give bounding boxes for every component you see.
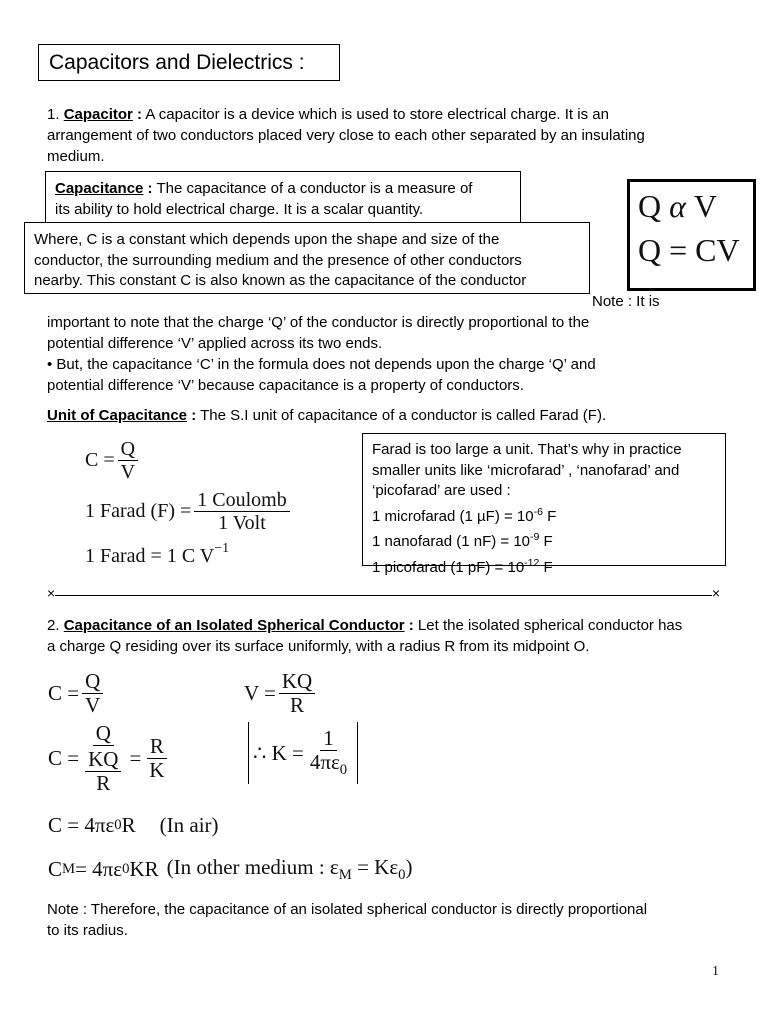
sphere-f2-den: R bbox=[290, 693, 305, 718]
section2-colon: : bbox=[404, 617, 414, 634]
sphere-f6-note-tail: = Kε bbox=[351, 855, 399, 879]
where-text bbox=[34, 230, 526, 292]
note2-line1: Note : Therefore, the capacitance of an isolated spherical conductor is directly proportional bbox=[47, 901, 648, 918]
formula-farad-den: 1 Volt bbox=[218, 512, 266, 534]
formula-farad-cv bbox=[85, 540, 230, 568]
farad-info-line3: ‘picofarad’ are used : bbox=[372, 482, 511, 499]
formula-c-frac bbox=[118, 438, 138, 483]
formula-farad-definition bbox=[85, 489, 293, 534]
unit-colon: : bbox=[187, 407, 197, 424]
section1-heading: Capacitor bbox=[63, 106, 133, 123]
sphere-f5-note: (In air) bbox=[159, 813, 219, 837]
where-line3: nearby. This constant C is also known as the capacitance of the conductor bbox=[34, 272, 527, 289]
sphere-f3-frac bbox=[82, 722, 124, 795]
sphere-f3-lhs: C = bbox=[48, 746, 80, 771]
section1-text: A capacitor is a device which is used to store electrical charge. It is an bbox=[142, 106, 609, 123]
farad-nano bbox=[372, 533, 553, 550]
section1-line3: medium. bbox=[47, 148, 105, 165]
section1-line2: arrangement of two conductors placed very close to each other separated by an insulating bbox=[47, 127, 645, 144]
note2-line2: to its radius. bbox=[47, 922, 128, 939]
farad-info-text bbox=[372, 440, 682, 578]
sphere-f5-sub: 0 bbox=[114, 817, 122, 833]
capacitance-heading: Capacitance bbox=[55, 180, 144, 197]
formula-sphere-c-r-k bbox=[48, 722, 170, 795]
formula-sphere-c-q-v bbox=[48, 670, 106, 717]
page-title: Capacitors and Dielectrics : bbox=[49, 51, 305, 74]
sphere-f2-frac bbox=[279, 670, 315, 717]
sphere-f1-num: Q bbox=[82, 670, 103, 694]
section2-heading: Capacitance of an Isolated Spherical Conductor bbox=[63, 617, 405, 634]
note1-line1: important to note that the charge ‘Q’ of the conductor is directly proportional to the bbox=[47, 314, 590, 331]
formula-farad-frac bbox=[194, 489, 289, 534]
formula-alpha: α bbox=[669, 188, 686, 224]
formula-q: Q bbox=[638, 188, 662, 224]
sphere-f2-lhs: V = bbox=[244, 681, 276, 706]
farad-pico-exp: -12 bbox=[524, 556, 540, 569]
formula-sphere-c-medium bbox=[48, 855, 412, 884]
sphere-f6-close: ) bbox=[405, 855, 413, 879]
sphere-f3-num: Q bbox=[93, 722, 114, 746]
sphere-f4-den bbox=[307, 751, 350, 778]
note1-line3: • But, the capacitance ‘C’ in the formula does not depends upon the charge ‘Q’ and bbox=[47, 356, 596, 373]
section2-num: 2. bbox=[47, 617, 60, 634]
page-number: 1 bbox=[712, 964, 719, 979]
formula-c-lhs: C = bbox=[85, 449, 115, 471]
sphere-f3-inner-frac bbox=[85, 748, 121, 795]
farad-pico-unit: F bbox=[539, 558, 553, 576]
where-line1: Where, C is a constant which depends upon the shape and size of the bbox=[34, 231, 500, 248]
unit-text: The S.I unit of capacitance of a conductor is called Farad (F). bbox=[196, 407, 607, 424]
capacitance-text bbox=[55, 178, 472, 220]
sphere-f1-den: V bbox=[85, 693, 101, 718]
sphere-f2-num: KQ bbox=[279, 670, 315, 694]
formula-farad-lhs: 1 Farad (F) = bbox=[85, 500, 192, 522]
formula-c-den: V bbox=[120, 461, 136, 483]
sphere-f4-num: 1 bbox=[320, 727, 337, 751]
divider-right-mark: × bbox=[711, 585, 720, 601]
where-box bbox=[24, 222, 590, 294]
divider bbox=[47, 587, 720, 603]
sphere-f6-note bbox=[167, 855, 413, 884]
formula-sphere-v-kq-r bbox=[244, 670, 318, 717]
sphere-f6-kr: KR bbox=[129, 857, 159, 882]
capacitance-line1: The capacitance of a conductor is a measure of bbox=[152, 180, 473, 197]
sphere-f6-csub: M bbox=[62, 861, 76, 878]
farad-nano-text: 1 nanofarad (1 nF) = 10 bbox=[372, 533, 531, 550]
sphere-f4-frac bbox=[307, 727, 350, 778]
formula-farad-num: 1 Coulomb bbox=[194, 489, 289, 512]
farad-info-line1: Farad is too large a unit. That’s why in practice bbox=[372, 441, 682, 458]
formula-box bbox=[627, 179, 756, 291]
formula-c-equals-q-over-v bbox=[85, 438, 141, 483]
capacitance-colon: : bbox=[143, 180, 153, 197]
sphere-f4-den-sub: 0 bbox=[339, 762, 348, 779]
title-box bbox=[38, 44, 340, 81]
where-line2: conductor, the surrounding medium and the presence of other conductors bbox=[34, 251, 522, 269]
sphere-f4-den-text: 4πε bbox=[309, 750, 340, 775]
note1-tail: Note : It is bbox=[592, 293, 660, 310]
divider-left-mark: × bbox=[47, 585, 56, 601]
formula-v: V bbox=[693, 188, 718, 224]
farad-micro-exp: -6 bbox=[533, 505, 543, 518]
sphere-f5-r: R bbox=[121, 813, 136, 837]
sphere-f3-eq: = bbox=[129, 746, 142, 771]
sphere-f4-lhs: ∴ K = bbox=[253, 740, 304, 765]
unit-line bbox=[47, 406, 606, 426]
farad-pico-text: 1 picofarad (1 pF) = 10 bbox=[372, 558, 525, 576]
formula-sphere-k-bracket bbox=[248, 722, 358, 784]
section2-line1 bbox=[47, 616, 682, 636]
formula-sphere-c-air bbox=[48, 813, 219, 838]
section1-line1 bbox=[47, 105, 609, 125]
farad-nano-exp: -9 bbox=[530, 531, 540, 543]
sphere-f3-den2: K bbox=[149, 758, 165, 783]
sphere-f3-inner-num: KQ bbox=[85, 748, 121, 772]
formula-farad2-exp: −1 bbox=[214, 540, 230, 556]
sphere-f5-text: C = 4πε bbox=[48, 813, 115, 837]
unit-heading: Unit of Capacitance bbox=[47, 407, 188, 424]
formula-q-equals-cv: Q = CV bbox=[638, 232, 740, 268]
sphere-f3-den bbox=[82, 746, 124, 795]
capacitance-box bbox=[45, 171, 521, 223]
formula-proportional bbox=[638, 188, 717, 225]
farad-pico bbox=[372, 556, 553, 576]
capacitance-line2: its ability to hold electrical charge. It is a scalar quantity. bbox=[55, 201, 424, 218]
sphere-f6-eq: = 4πε bbox=[75, 857, 123, 882]
farad-micro-unit: F bbox=[542, 507, 557, 525]
farad-info-box bbox=[362, 433, 726, 576]
section2-text: Let the isolated spherical conductor has bbox=[413, 617, 683, 634]
sphere-f1-lhs: C = bbox=[48, 681, 80, 706]
farad-info-line2: smaller units like ‘microfarad’ , ‘nanofarad’ and bbox=[372, 461, 680, 479]
farad-nano-unit: F bbox=[539, 533, 553, 550]
sphere-f6-note-sub2: 0 bbox=[398, 867, 406, 884]
sphere-f3-inner-den: R bbox=[96, 771, 111, 796]
note1-line2: potential difference ‘V’ applied across its two ends. bbox=[47, 335, 383, 352]
sphere-f6-sub: 0 bbox=[122, 861, 130, 878]
section1-num: 1. bbox=[47, 106, 60, 123]
sphere-f3-frac2 bbox=[146, 735, 167, 782]
formula-c-num: Q bbox=[118, 438, 138, 461]
farad-micro bbox=[372, 505, 557, 525]
sphere-f6-c: C bbox=[48, 857, 63, 882]
section2-line2: a charge Q residing over its surface uniformly, with a radius R from its midpoint O. bbox=[47, 638, 590, 655]
formula-farad2-text: 1 Farad = 1 C V bbox=[85, 545, 215, 567]
divider-line bbox=[55, 595, 712, 596]
farad-micro-text: 1 microfarad (1 µF) = 10 bbox=[372, 507, 534, 525]
note1-line4: potential difference ‘V’ because capacitance is a property of conductors. bbox=[47, 377, 524, 394]
section1-colon: : bbox=[132, 106, 143, 123]
sphere-f1-frac bbox=[82, 670, 103, 717]
sphere-f6-note-sub: M bbox=[338, 867, 352, 884]
sphere-f6-note-text: (In other medium : ε bbox=[166, 855, 339, 879]
sphere-f3-num2: R bbox=[147, 735, 167, 759]
